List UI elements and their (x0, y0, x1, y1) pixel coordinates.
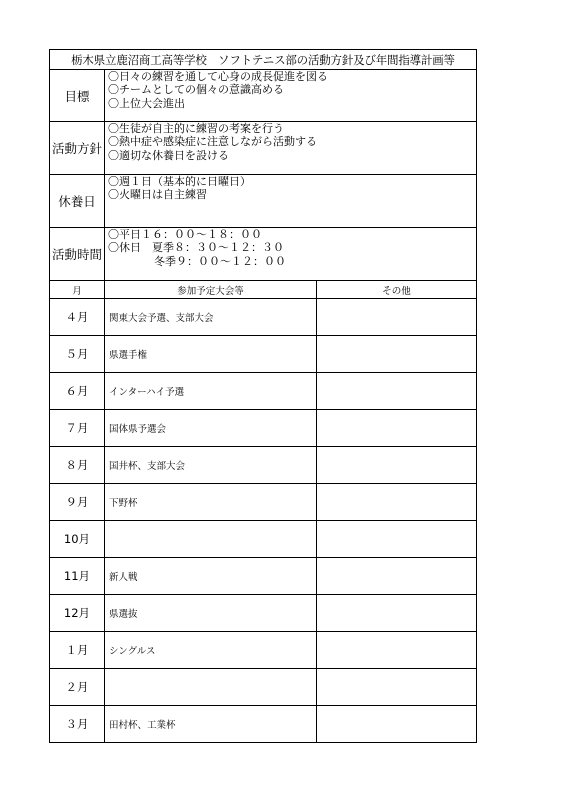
goal-line: 〇チームとしての個々の意識高める (108, 83, 284, 97)
event-cell: 下野杯 (105, 484, 317, 521)
table-row (50, 373, 477, 410)
document-title: 栃木県立鹿沼商工高等学校 ソフトテニス部の活動方針及び年間指導計画等 (50, 50, 477, 70)
month-cell: ５月 (50, 336, 105, 373)
table-row (50, 595, 477, 632)
other-cell (317, 632, 477, 669)
event-cell (105, 669, 317, 706)
policy-content (105, 122, 477, 175)
plan-sheet (49, 49, 476, 743)
other-cell (317, 336, 477, 373)
other-cell (317, 706, 477, 743)
event-cell: 県選手権 (105, 336, 317, 373)
hours-holiday-summer: 〇休日 夏季８：３０～１２：３０ (108, 241, 284, 255)
goals-label: 目標 (50, 70, 105, 122)
event-cell (105, 521, 317, 558)
other-cell (317, 373, 477, 410)
month-cell: 10月 (50, 521, 105, 558)
month-cell: ９月 (50, 484, 105, 521)
hours-holiday-winter: 冬季９：００～１２：００ (154, 254, 286, 268)
event-cell: 関東大会予選、支部大会 (105, 299, 317, 336)
table-row (50, 521, 477, 558)
other-cell (317, 299, 477, 336)
table-row (50, 336, 477, 373)
other-cell (317, 558, 477, 595)
table-row (50, 558, 477, 595)
holiday-line: 〇火曜日は自主練習 (108, 188, 207, 202)
goal-line: 〇日々の練習を通して心身の成長促進を図る (108, 70, 328, 83)
event-cell: 田村杯、工業杯 (105, 706, 317, 743)
month-cell: 12月 (50, 595, 105, 632)
table-row (50, 669, 477, 706)
holiday-content (105, 175, 477, 228)
event-cell: 国体県予選会 (105, 410, 317, 447)
month-cell: ３月 (50, 706, 105, 743)
other-cell (317, 410, 477, 447)
table-row (50, 706, 477, 743)
header-events: 参加予定大会等 (105, 281, 317, 299)
month-cell: ２月 (50, 669, 105, 706)
month-cell: ６月 (50, 373, 105, 410)
other-cell (317, 595, 477, 632)
event-cell: インターハイ予選 (105, 373, 317, 410)
policy-line: 〇適切な休養日を設ける (108, 148, 229, 162)
event-cell: 県選抜 (105, 595, 317, 632)
plan-table (49, 49, 477, 743)
header-month: 月 (50, 281, 105, 299)
goals-content (105, 70, 477, 122)
table-row (50, 632, 477, 669)
month-cell: １月 (50, 632, 105, 669)
goal-line: 〇上位大会進出 (108, 96, 185, 110)
other-cell (317, 484, 477, 521)
month-cell: ４月 (50, 299, 105, 336)
holiday-line: 〇週１日（基本的に日曜日） (108, 175, 251, 188)
other-cell (317, 521, 477, 558)
hours-weekday: 〇平日１６：００～１８：００ (108, 228, 262, 241)
table-row (50, 484, 477, 521)
holiday-label: 休養日 (50, 175, 105, 228)
event-cell: 国井杯、支部大会 (105, 447, 317, 484)
event-cell: シングルス (105, 632, 317, 669)
policy-label: 活動方針 (50, 122, 105, 175)
other-cell (317, 669, 477, 706)
other-cell (317, 447, 477, 484)
hours-content (105, 228, 477, 281)
table-row (50, 447, 477, 484)
policy-line: 〇生徒が自主的に練習の考案を行う (108, 122, 284, 135)
table-row (50, 299, 477, 336)
table-row (50, 410, 477, 447)
header-other: その他 (317, 281, 477, 299)
hours-label: 活動時間 (50, 228, 105, 281)
month-cell: ８月 (50, 447, 105, 484)
policy-line: 〇熱中症や感染症に注意しながら活動する (108, 135, 317, 149)
event-cell: 新人戦 (105, 558, 317, 595)
month-cell: ７月 (50, 410, 105, 447)
month-cell: 11月 (50, 558, 105, 595)
